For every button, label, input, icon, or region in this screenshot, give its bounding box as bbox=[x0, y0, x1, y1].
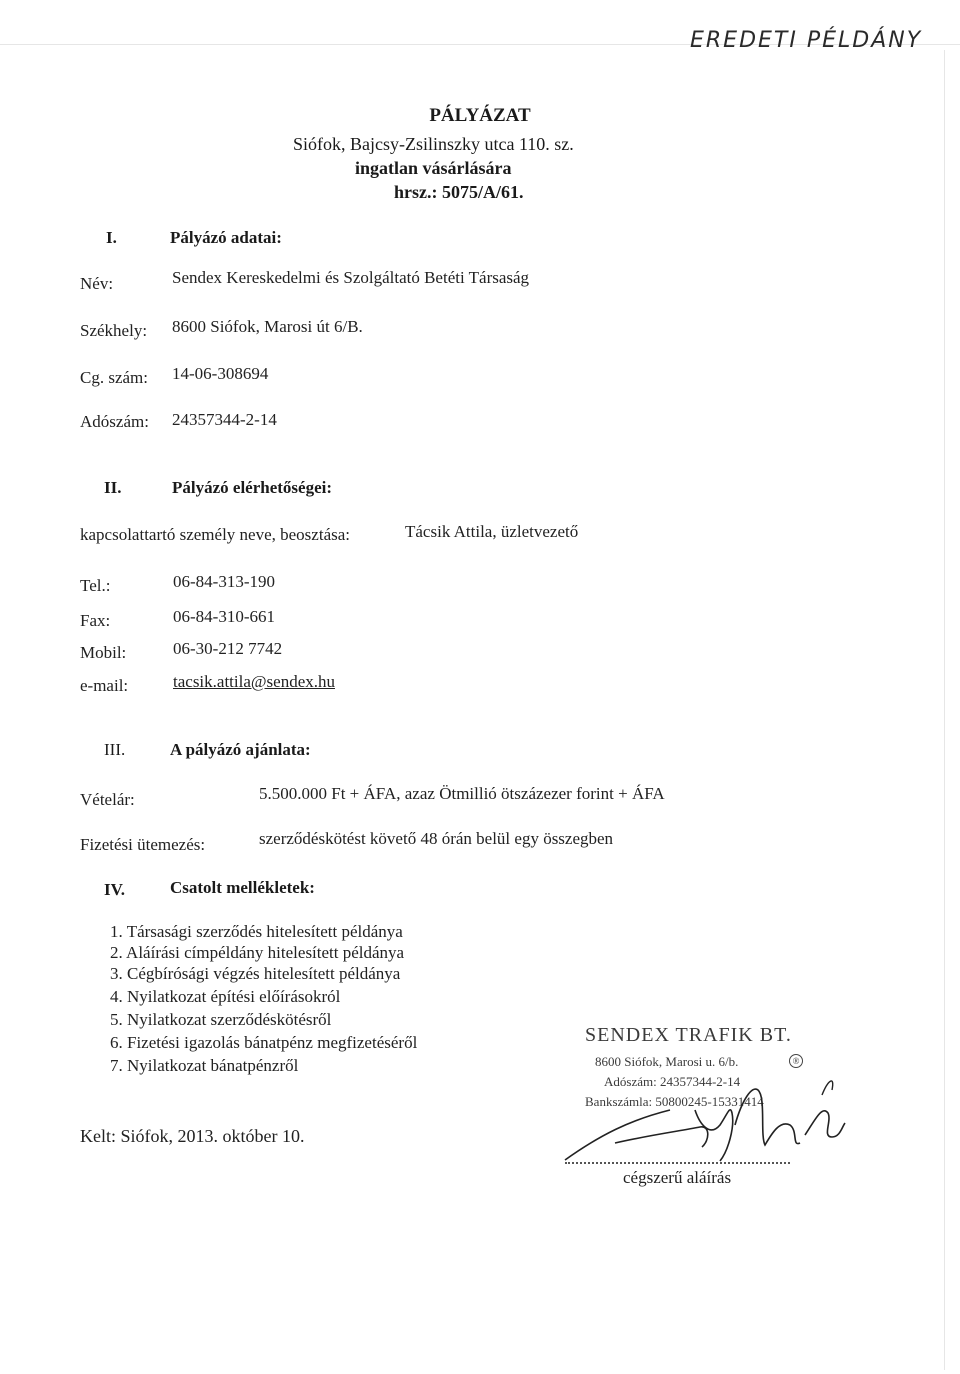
property-address: Siófok, Bajcsy-Zsilinszky utca 110. sz. bbox=[293, 134, 574, 154]
section-4-title: Csatolt mellékletek: bbox=[170, 878, 315, 897]
email-label: e-mail: bbox=[80, 676, 129, 695]
section-3-number: III. bbox=[104, 740, 126, 759]
handwritten-original-copy-note: EREDETI PÉLDÁNY bbox=[690, 28, 923, 53]
attachment-item: 6. Fizetési igazolás bánatpénz megfizetéséről bbox=[110, 1033, 418, 1052]
name-value: Sendex Kereskedelmi és Szolgáltató Betéti Társaság bbox=[172, 268, 530, 287]
hrsz-line: hrsz.: 5075/A/61. bbox=[394, 182, 524, 202]
document-title: PÁLYÁZAT bbox=[429, 105, 531, 126]
signature-line bbox=[565, 1162, 790, 1164]
document-date: Kelt: Siófok, 2013. október 10. bbox=[80, 1126, 305, 1146]
company-stamp-bank: Bankszámla: 50800245-15331414 bbox=[585, 1094, 764, 1109]
attachment-item: 2. Aláírási címpéldány hitelesített példánya bbox=[110, 943, 405, 962]
payment-schedule-label: Fizetési ütemezés: bbox=[80, 835, 206, 854]
contact-person-value: Tácsik Attila, üzletvezető bbox=[405, 522, 579, 541]
fax-label: Fax: bbox=[80, 611, 111, 630]
section-1-title: Pályázó adatai: bbox=[170, 228, 282, 247]
section-2-number: II. bbox=[104, 478, 122, 497]
payment-schedule-value: szerződéskötést követő 48 órán belül egy összegben bbox=[259, 829, 614, 848]
mobile-value: 06-30-212 7742 bbox=[173, 639, 283, 658]
attachment-item: 5. Nyilatkozat szerződéskötésről bbox=[110, 1010, 332, 1029]
contact-person-label: kapcsolattartó személy neve, beosztása: bbox=[80, 525, 350, 544]
company-reg-value: 14-06-308694 bbox=[172, 364, 269, 383]
seat-value: 8600 Siófok, Marosi út 6/B. bbox=[172, 317, 363, 336]
company-stamp-name: SENDEX TRAFIK BT. bbox=[585, 1024, 792, 1046]
name-label: Név: bbox=[80, 274, 114, 293]
price-value: 5.500.000 Ft + ÁFA, azaz Ötmillió ötszázezer forint + ÁFA bbox=[259, 784, 665, 803]
company-stamp-tax: Adószám: 24357344-2-14 bbox=[604, 1074, 741, 1089]
tax-number-label: Adószám: bbox=[80, 412, 149, 431]
section-4-number: IV. bbox=[104, 880, 125, 899]
price-label: Vételár: bbox=[80, 790, 135, 809]
seat-label: Székhely: bbox=[80, 321, 148, 340]
company-reg-label: Cg. szám: bbox=[80, 368, 148, 387]
attachment-item: 3. Cégbírósági végzés hitelesített példánya bbox=[110, 964, 401, 983]
section-3-title: A pályázó ajánlata: bbox=[170, 740, 311, 759]
registered-mark-icon: ® bbox=[789, 1054, 803, 1068]
signature-label: cégszerű aláírás bbox=[623, 1168, 732, 1187]
scan-line-right bbox=[944, 50, 945, 1370]
attachment-item: 4. Nyilatkozat építési előírásokról bbox=[110, 987, 341, 1006]
attachment-item: 1. Társasági szerződés hitelesített példánya bbox=[110, 922, 403, 941]
phone-label: Tel.: bbox=[80, 576, 111, 595]
email-link[interactable]: tacsik.attila@sendex.hu bbox=[173, 672, 335, 691]
attachment-item: 7. Nyilatkozat bánatpénzről bbox=[110, 1056, 299, 1075]
section-1-number: I. bbox=[106, 228, 117, 247]
section-2-title: Pályázó elérhetőségei: bbox=[172, 478, 333, 497]
mobile-label: Mobil: bbox=[80, 643, 127, 662]
fax-value: 06-84-310-661 bbox=[173, 607, 275, 626]
tax-number-value: 24357344-2-14 bbox=[172, 410, 277, 429]
phone-value: 06-84-313-190 bbox=[173, 572, 275, 591]
company-stamp-address: 8600 Siófok, Marosi u. 6/b. bbox=[595, 1054, 739, 1069]
subject-line: ingatlan vásárlására bbox=[355, 158, 512, 178]
handwritten-signature bbox=[560, 1065, 860, 1165]
